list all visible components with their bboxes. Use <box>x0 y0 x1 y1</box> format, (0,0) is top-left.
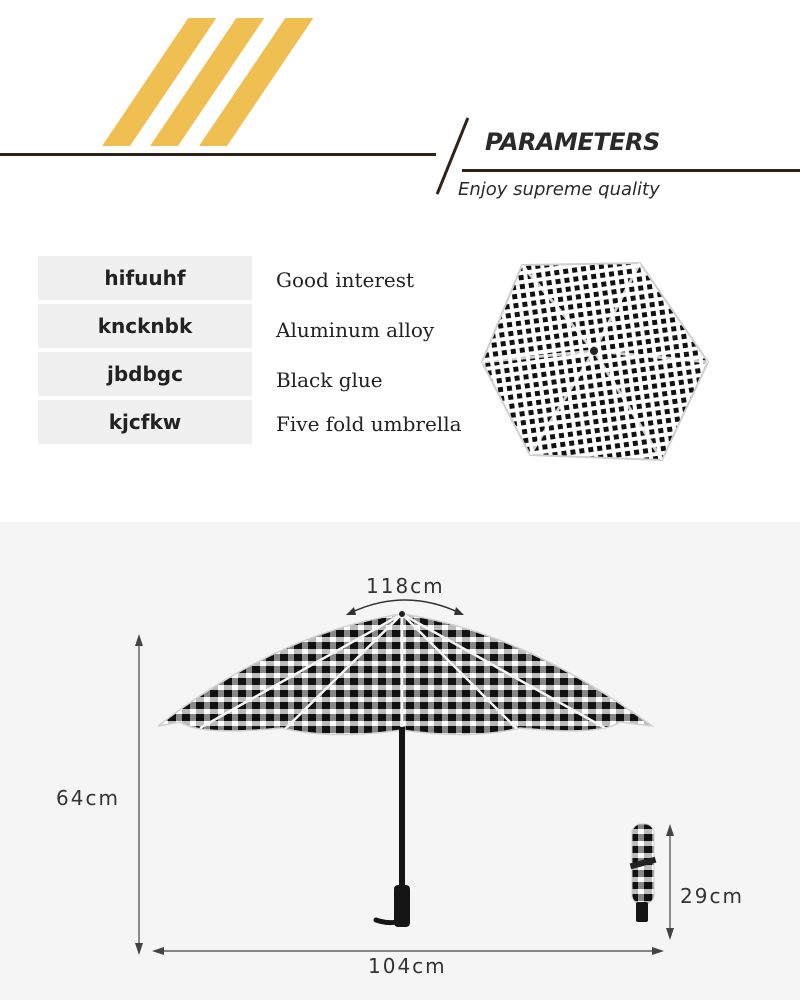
open-width-label: 104cm <box>368 954 447 978</box>
folded-length-label: 29cm <box>680 884 744 908</box>
header-rule-left <box>0 153 436 156</box>
param-value: Five fold umbrella <box>276 412 462 436</box>
canopy-arc-label: 118cm <box>366 574 445 598</box>
open-height-label: 64cm <box>56 786 120 810</box>
param-value: Good interest <box>276 268 415 292</box>
page-title: PARAMETERS <box>485 128 660 156</box>
header-rule-right <box>462 169 800 172</box>
param-key: jbdbgc <box>38 352 252 396</box>
param-key: kjcfkw <box>38 400 252 444</box>
param-key: hifuuhf <box>38 256 252 300</box>
param-value: Black glue <box>276 368 383 392</box>
umbrella-top-view-image <box>470 255 720 470</box>
page-subtitle: Enjoy supreme quality <box>458 179 660 200</box>
param-value: Aluminum alloy <box>276 318 435 342</box>
param-key: kncknbk <box>38 304 252 348</box>
